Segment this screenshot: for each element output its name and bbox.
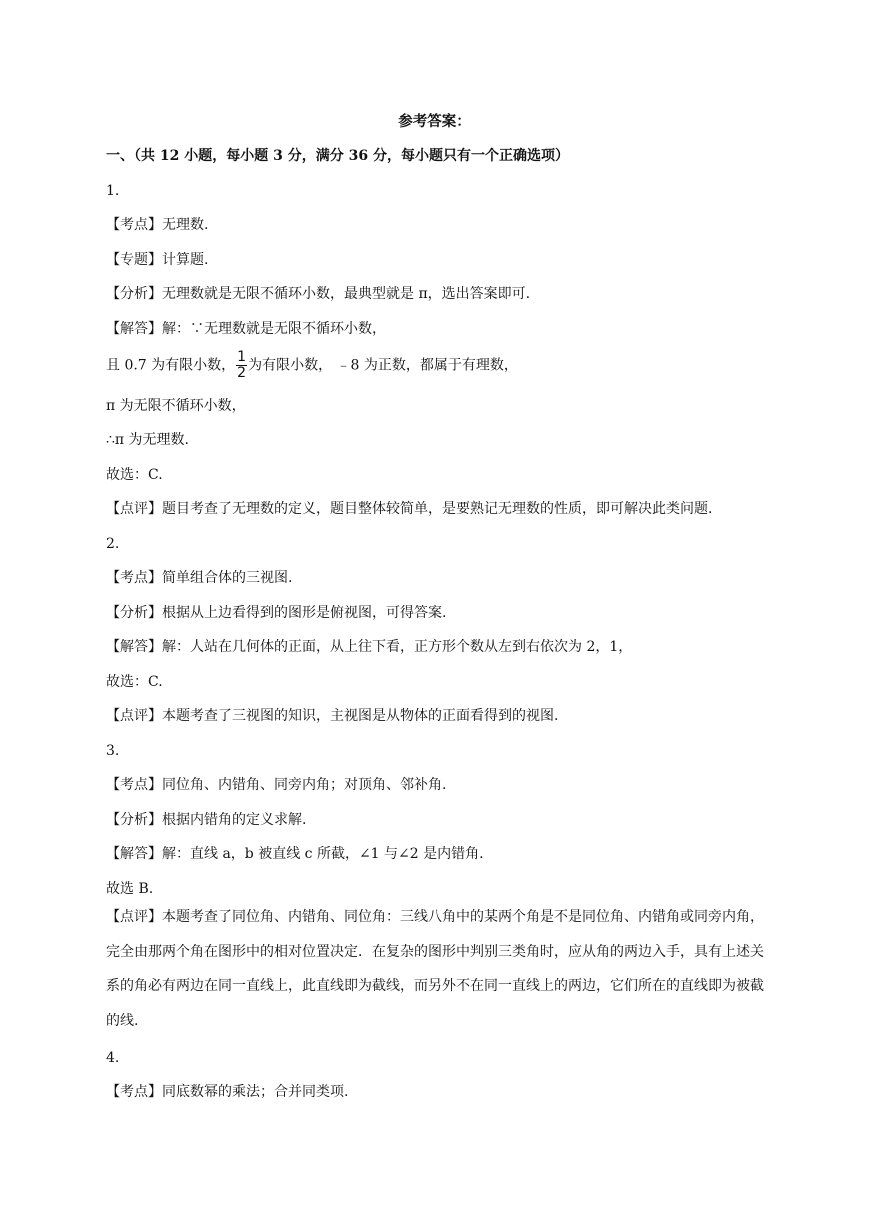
q2-kaodian: 【考点】简单组合体的三视图. bbox=[106, 570, 293, 586]
q3-fenxi: 【分析】根据内错角的定义求解. bbox=[106, 812, 307, 828]
q3-dianping: 【点评】本题考查了同位角、内错角、同位角：三线八角中的某两个角是不是同位角、内错角或同旁内角，完全由那两个角在图形中的相对位置决定．在复杂的图形中判别三类角时，应从角的两边入手，具有上述关系的角必有两边在同一直线上，此直线即为截线，而另外不在同一直线上的两边，它们所在的直线即为被截的线. bbox=[106, 909, 764, 1029]
q1-answer: 故选：C. bbox=[106, 467, 163, 483]
q1-jieda: 【解答】解：∵无理数就是无限不循环小数， bbox=[106, 321, 386, 337]
q1-line2-post: 为有限小数， ﹣8 为正数，都属于有理数， bbox=[248, 357, 518, 374]
q1-line2-pre: 且 0.7 为有限小数， bbox=[106, 357, 236, 374]
q4-kaodian: 【考点】同底数幂的乘法；合并同类项. bbox=[106, 1084, 349, 1100]
q1-zhuanti: 【专题】计算题. bbox=[106, 252, 209, 268]
q3-number: 3. bbox=[106, 743, 120, 759]
q1-jieda-line4: ∴π 为无理数. bbox=[106, 432, 190, 448]
q2-fenxi: 【分析】根据从上边看得到的图形是俯视图，可得答案. bbox=[106, 605, 447, 621]
q2-dianping: 【点评】本题考查了三视图的知识，主视图是从物体的正面看得到的视图. bbox=[106, 708, 559, 724]
fraction-denominator: 2 bbox=[237, 365, 247, 381]
section-heading: 一、（共 12 小题，每小题 3 分，满分 36 分，每小题只有一个正确选项） bbox=[106, 148, 569, 164]
q3-jieda: 【解答】解：直线 a，b 被直线 c 所截，∠1 与∠2 是内错角. bbox=[106, 846, 484, 862]
page-title: 参考答案： bbox=[398, 113, 471, 130]
q4-number: 4. bbox=[106, 1050, 120, 1066]
q1-fenxi: 【分析】无理数就是无限不循环小数，最典型就是 π，选出答案即可. bbox=[106, 286, 531, 302]
q2-jieda: 【解答】解：人站在几何体的正面，从上往下看，正方形个数从左到右依次为 2，1， bbox=[106, 639, 633, 655]
q2-answer: 故选：C. bbox=[106, 674, 163, 690]
fraction-numerator: 1 bbox=[237, 349, 247, 365]
q1-jieda-line3: π 为无限不循环小数， bbox=[106, 398, 246, 414]
q1-kaodian: 【考点】无理数. bbox=[106, 217, 209, 233]
q2-number: 2. bbox=[106, 536, 120, 552]
one-half-fraction bbox=[236, 350, 247, 381]
q3-answer: 故选 B. bbox=[106, 881, 154, 897]
q1-number: 1. bbox=[106, 183, 120, 199]
q1-dianping: 【点评】题目考查了无理数的定义，题目整体较简单，是要熟记无理数的性质，即可解决此类问题. bbox=[106, 501, 713, 517]
q3-kaodian: 【考点】同位角、内错角、同旁内角；对顶角、邻补角. bbox=[106, 777, 447, 793]
q1-jieda-line2 bbox=[106, 350, 518, 381]
